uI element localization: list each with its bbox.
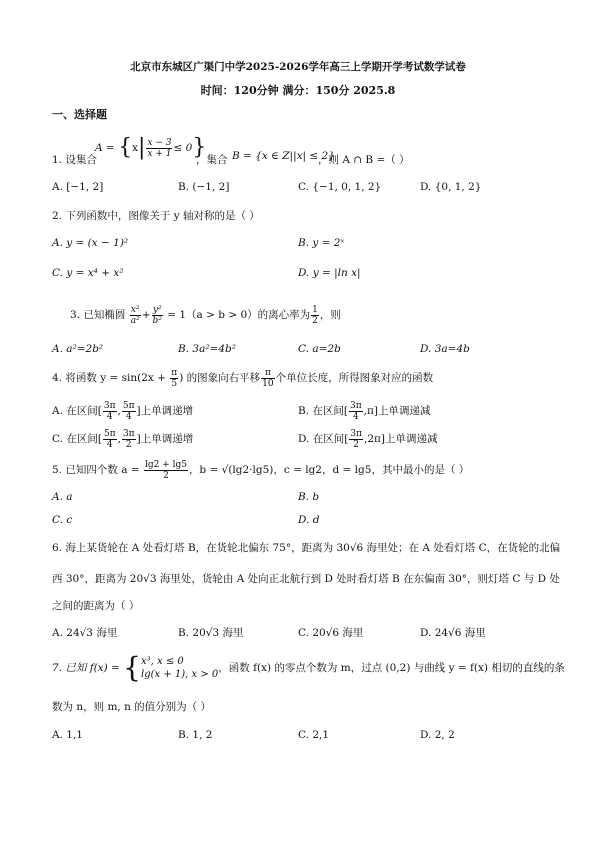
q6-option-d[interactable]: D. 24√6 海里 xyxy=(420,627,486,639)
q3-option-d[interactable]: D. 3a=4b xyxy=(420,343,470,355)
q2-stem: 2. 下列函数中，图像关于 y 轴对称的是（ ） xyxy=(52,210,260,222)
q7-stem-line2: 数为 n，则 m, n 的值分别为（ ） xyxy=(52,701,212,713)
q5-stem: 5. 已知四个数 a = $\frac{\lg 2 + \lg 5}{2}$ ，b = √(lg2·lg5)，c = lg2，d = lg5，其中最小的是（ ） xyxy=(52,459,470,481)
q5-option-a[interactable]: A. a xyxy=(52,491,73,503)
q4-stem: 4. 将函数 y = sin(2x + $\frac{\pi}{5}$ ) 的图象向右平移 $\frac{\pi}{10}$ 个单位长度，所得图象对应的函数 xyxy=(52,367,434,389)
q7-option-b[interactable]: B. 1, 2 xyxy=(178,729,213,741)
q1-set-b: B = {x ∈ Z||x| ≤ 2} xyxy=(232,150,335,162)
q3-option-a[interactable]: A. a²=2b² xyxy=(52,343,104,355)
q1-option-c[interactable]: C. {−1, 0, 1, 2} xyxy=(298,181,382,193)
exam-info: 时间：120分钟 满分：150分 2025.8 xyxy=(200,84,396,97)
q5-option-c[interactable]: C. c xyxy=(52,514,73,526)
q2-option-c[interactable]: C. y = x⁴ + x² xyxy=(52,267,124,279)
section-heading: 一、选择题 xyxy=(52,108,107,121)
q2-option-d[interactable]: D. y = |ln x| xyxy=(298,267,361,279)
q1-set-a: A = {x| $\frac{x - 3}{x + 1}$ ≤ 0} xyxy=(95,135,207,160)
q3-stem: 3. 已知椭圆 $\frac{\text{x²}}{\text{a²}}$ + $\frac{\text{y²}}{\text{b²}}$ = 1（a > b > 0）的离心率为 $\frac{1}{2}$ ，则 xyxy=(70,304,341,326)
q4-option-a[interactable]: A. 在区间[ $\frac{3\pi}{4}$ , $\frac{5\pi}{4}$ ]上单调递增 xyxy=(52,400,194,422)
q5-option-b[interactable]: B. b xyxy=(298,491,320,503)
q1-option-d[interactable]: D. {0, 1, 2} xyxy=(420,181,482,193)
q6-stem-line2: 西 30°，距离为 20√3 海里处，货轮由 A 处向正北航行到 D 处时看灯塔 B 在东偏南 30°，则灯塔 C 与 D 处 xyxy=(52,573,560,585)
q6-option-b[interactable]: B. 20√3 海里 xyxy=(178,627,244,639)
q1-stem: 1. 设集合 xyxy=(52,154,97,166)
q1-mid: ，集合 xyxy=(196,154,228,166)
q4-option-d[interactable]: D. 在区间[ $\frac{3\pi}{2}$ ,2π]上单调递减 xyxy=(298,428,438,450)
q7-option-a[interactable]: A. 1,1 xyxy=(52,729,83,741)
q1-option-a[interactable]: A. [−1, 2] xyxy=(52,181,104,193)
q6-option-a[interactable]: A. 24√3 海里 xyxy=(52,627,118,639)
q1-option-b[interactable]: B. (−1, 2] xyxy=(178,181,230,193)
q2-option-b[interactable]: B. y = 2ˣ xyxy=(298,237,345,249)
exam-title: 北京市东城区广渠门中学2025-2026学年高三上学期开学考试数学试卷 xyxy=(130,61,466,73)
q2-option-a[interactable]: A. y = (x − 1)² xyxy=(52,237,129,249)
q6-stem-line3: 之间的距离为（ ） xyxy=(52,600,140,612)
q7-option-d[interactable]: D. 2, 2 xyxy=(420,729,455,741)
q3-option-c[interactable]: C. a=2b xyxy=(298,343,341,355)
q6-stem-line1: 6. 海上某货轮在 A 处看灯塔 B，在货轮北偏东 75°，距离为 30√6 海里处；在 A 处看灯塔 C，在货轮的北偏 xyxy=(52,542,561,554)
q7-stem: 7. 已知 f(x) = { x³, x ≤ 0 lg(x + 1), x > 0 ，函数 f(x) 的零点个数为 m，过点 (0,2) 与曲线 y = f(x) 相切的直线的条 xyxy=(52,651,565,684)
q6-option-c[interactable]: C. 20√6 海里 xyxy=(298,627,364,639)
q3-option-b[interactable]: B. 3a²=4b² xyxy=(178,343,236,355)
q4-option-b[interactable]: B. 在区间[ $\frac{3\pi}{4}$ ,π]上单调递减 xyxy=(298,400,431,422)
q4-option-c[interactable]: C. 在区间[ $\frac{5\pi}{4}$ , $\frac{3\pi}{2}$ ]上单调递增 xyxy=(52,428,194,450)
q7-option-c[interactable]: C. 2,1 xyxy=(298,729,330,741)
q1-end: ，则 A ∩ B =（ ） xyxy=(318,154,410,166)
q5-option-d[interactable]: D. d xyxy=(298,514,320,526)
